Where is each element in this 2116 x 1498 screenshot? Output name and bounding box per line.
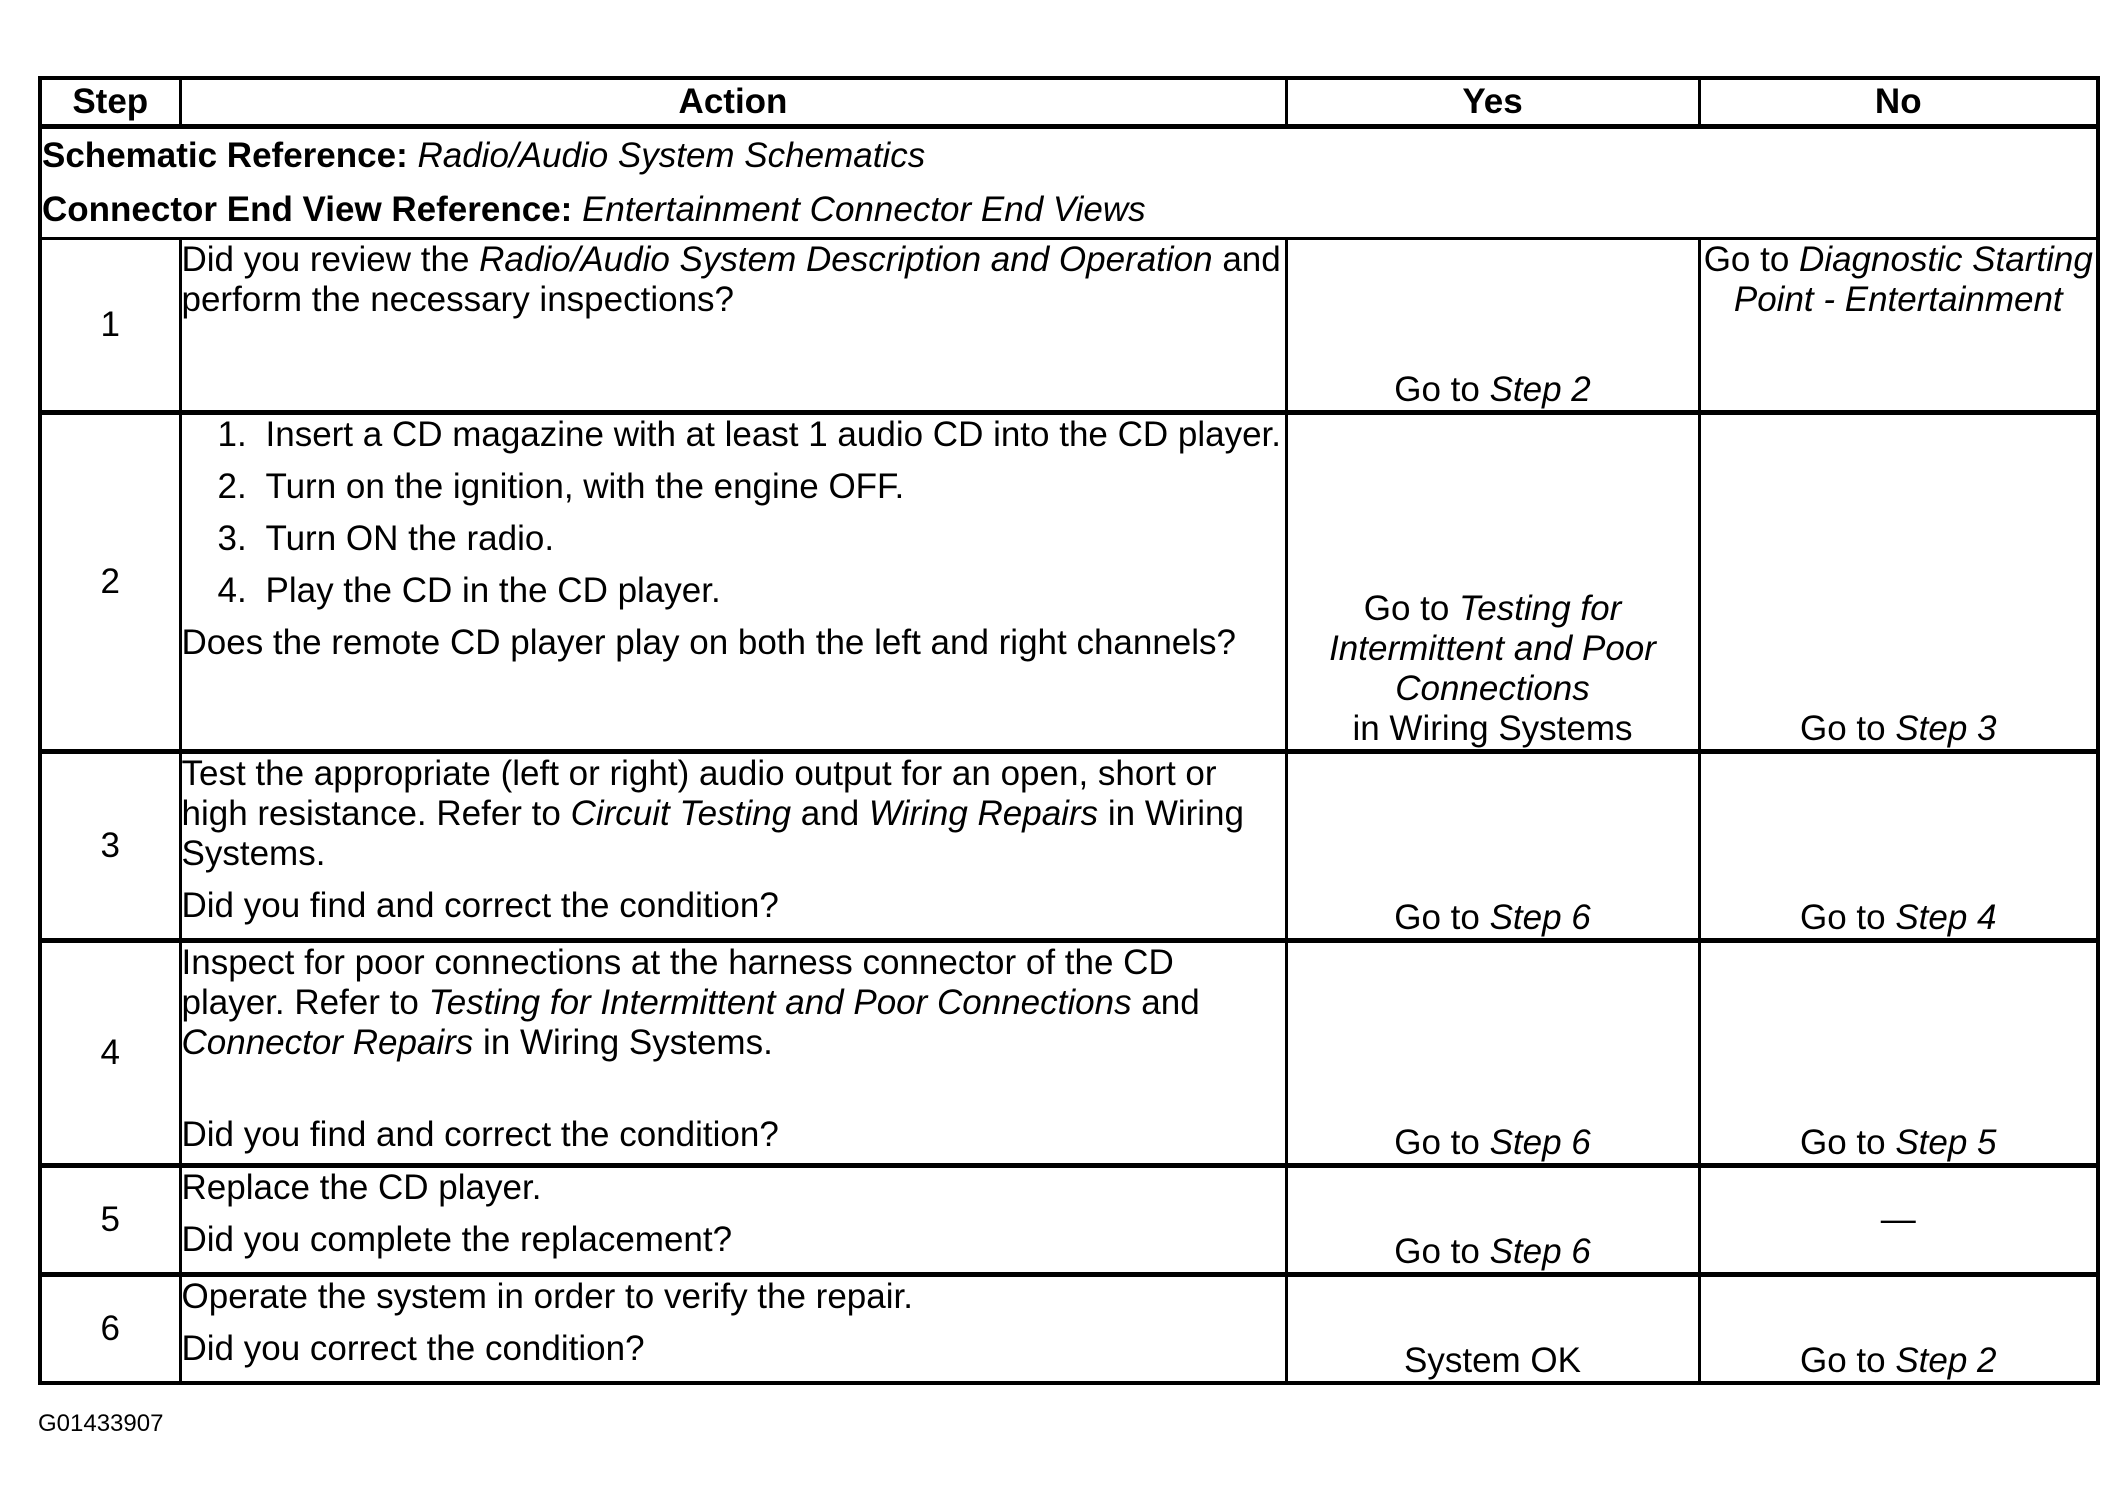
- action-reference-link[interactable]: Circuit Testing: [570, 794, 792, 833]
- yes-cell: [1286, 413, 1699, 752]
- list-item: 4. Play the CD in the CD player.: [217, 571, 721, 610]
- action-text: Operate the system in order to verify the repair.: [181, 1277, 913, 1316]
- step-number: 3: [40, 752, 180, 941]
- no-prefix: Go to: [1799, 1123, 1896, 1162]
- yes-cell: [1286, 239, 1699, 413]
- action-text: [182, 754, 1285, 874]
- connector-reference: [42, 183, 2096, 237]
- no-prefix: Go to: [1799, 709, 1896, 748]
- no-prefix: Go to: [1799, 1341, 1896, 1380]
- action-text-part: in Wiring Systems.: [473, 1023, 773, 1062]
- yes-prefix: Go to: [1394, 898, 1490, 937]
- connector-reference-label: Connector End View Reference:: [42, 190, 573, 229]
- yes-link[interactable]: Step 6: [1489, 898, 1591, 937]
- header-yes: Yes: [1286, 78, 1699, 127]
- no-link[interactable]: Step 2: [1895, 1341, 1997, 1380]
- no-cell: [1699, 1275, 2098, 1384]
- action-text-part: Inspect for poor connections at the harness connector of the CD player. Refer to: [181, 943, 1174, 1022]
- yes-cell: [1286, 1275, 1699, 1384]
- substep-list: [182, 415, 1285, 611]
- list-item: 2. Turn on the ignition, with the engine OFF.: [217, 467, 905, 506]
- list-item: 3. Turn ON the radio.: [217, 519, 555, 558]
- schematic-reference-label: Schematic Reference:: [42, 136, 408, 175]
- yes-prefix: Go to: [1394, 1123, 1490, 1162]
- no-cell: [1699, 941, 2098, 1166]
- schematic-reference: [42, 129, 2096, 183]
- substep-text: Insert a CD magazine with at least 1 audio CD into the CD player.: [265, 415, 1281, 454]
- no-cell: [1699, 1166, 2098, 1275]
- table-row: [40, 413, 2098, 752]
- no-prefix: Go to: [1799, 898, 1896, 937]
- yes-link[interactable]: Step 6: [1489, 1123, 1591, 1162]
- no-link[interactable]: Step 5: [1895, 1123, 1997, 1162]
- yes-prefix: Go to: [1363, 589, 1460, 628]
- action-cell: [180, 752, 1286, 941]
- yes-prefix: Go to: [1394, 370, 1490, 409]
- action-question: Did you complete the replacement?: [181, 1220, 733, 1259]
- header-no: No: [1699, 78, 2098, 127]
- yes-value: System OK: [1404, 1341, 1581, 1380]
- reference-cell: [40, 127, 2098, 239]
- no-cell: [1699, 239, 2098, 413]
- action-reference-link[interactable]: Connector Repairs: [181, 1023, 474, 1062]
- step-number: 6: [40, 1275, 180, 1384]
- yes-prefix: Go to: [1394, 1232, 1490, 1271]
- yes-link[interactable]: Step 6: [1489, 1232, 1591, 1271]
- action-text-part: and perform the necessary inspections?: [181, 240, 1281, 319]
- yes-link[interactable]: Step 2: [1489, 370, 1591, 409]
- action-cell: [180, 1166, 1286, 1275]
- header-action: Action: [180, 78, 1286, 127]
- table-row: [40, 1166, 2098, 1275]
- substep-text: Turn on the ignition, with the engine OFF.: [265, 467, 905, 506]
- figure-id: G01433907: [38, 1410, 164, 1437]
- action-text: Replace the CD player.: [181, 1168, 542, 1207]
- action-cell: [180, 941, 1286, 1166]
- no-prefix: Go to: [1703, 240, 1800, 279]
- action-text-part: in Wiring Systems.: [181, 794, 1244, 873]
- yes-suffix: in Wiring Systems: [1352, 709, 1633, 748]
- step-number: 1: [40, 239, 180, 413]
- action-cell: [180, 413, 1286, 752]
- diagnostic-table-container: [38, 76, 2096, 1385]
- substep-text: Turn ON the radio.: [265, 519, 555, 558]
- action-text-part: and: [791, 794, 869, 833]
- action-reference-link[interactable]: Testing for Intermittent and Poor Connections: [428, 983, 1132, 1022]
- step-number: 2: [40, 413, 180, 752]
- no-value: —: [1880, 1200, 1916, 1239]
- header-row: [40, 78, 2098, 127]
- table-row: [40, 1275, 2098, 1384]
- table-row: [40, 752, 2098, 941]
- header-step: Step: [40, 78, 180, 127]
- yes-cell: [1286, 1166, 1699, 1275]
- action-text-part: Test the appropriate (left or right) audio output for an open, short or high resistance. Refer to: [181, 754, 1217, 833]
- action-text-part: and: [1131, 983, 1200, 1022]
- reference-row: [40, 127, 2098, 239]
- action-text-part: Did you review the: [181, 240, 480, 279]
- no-link[interactable]: Diagnostic Starting Point - Entertainment: [1733, 240, 2093, 319]
- action-reference-link[interactable]: Wiring Repairs: [868, 794, 1099, 833]
- no-cell: [1699, 413, 2098, 752]
- no-link[interactable]: Step 3: [1895, 709, 1997, 748]
- step-number: 5: [40, 1166, 180, 1275]
- no-cell: [1699, 752, 2098, 941]
- action-question: Did you find and correct the condition?: [181, 1115, 779, 1154]
- yes-link[interactable]: Testing for Intermittent and Poor Connections: [1329, 589, 1656, 708]
- table-row: [40, 941, 2098, 1166]
- list-item: 1. Insert a CD magazine with at least 1 audio CD into the CD player.: [217, 415, 1281, 454]
- diagnostic-table: [38, 76, 2100, 1385]
- no-link[interactable]: Step 4: [1895, 898, 1997, 937]
- schematic-reference-link[interactable]: Radio/Audio System Schematics: [417, 136, 926, 175]
- yes-cell: [1286, 752, 1699, 941]
- connector-reference-link[interactable]: Entertainment Connector End Views: [582, 190, 1146, 229]
- action-question: Does the remote CD player play on both the left and right channels?: [181, 623, 1237, 662]
- substep-text: Play the CD in the CD player.: [265, 571, 721, 610]
- action-cell: [180, 239, 1286, 413]
- step-number: 4: [40, 941, 180, 1166]
- action-cell: [180, 1275, 1286, 1384]
- action-question: Did you correct the condition?: [181, 1329, 645, 1368]
- action-text: [182, 240, 1285, 320]
- action-reference-link[interactable]: Radio/Audio System Description and Operation: [479, 240, 1213, 279]
- action-text: [182, 943, 1285, 1063]
- table-row: [40, 239, 2098, 413]
- yes-cell: [1286, 941, 1699, 1166]
- action-question: Did you find and correct the condition?: [181, 886, 779, 925]
